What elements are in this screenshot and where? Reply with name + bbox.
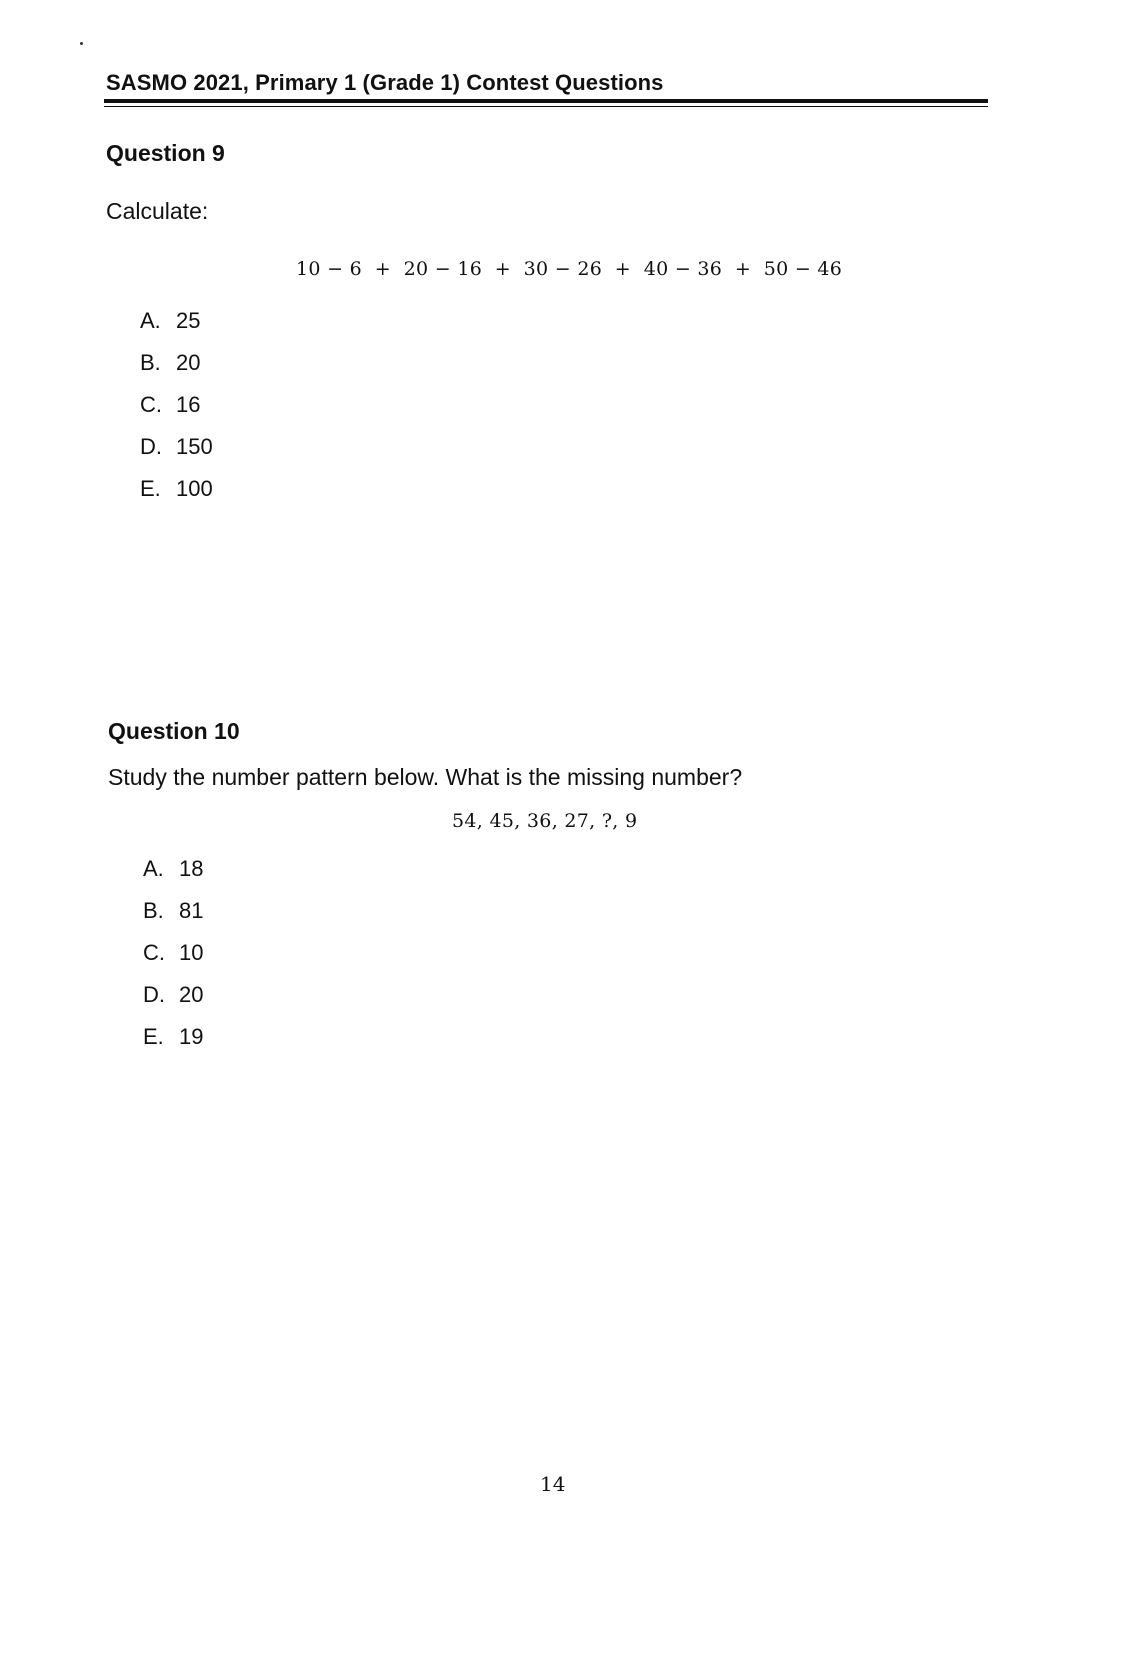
option-value: 18 — [179, 856, 204, 881]
option-e — [143, 1023, 203, 1065]
option-letter: B. — [140, 350, 161, 375]
option-c — [143, 939, 203, 981]
option-letter: A. — [140, 308, 161, 333]
scan-speck — [80, 42, 83, 45]
option-letter: E. — [140, 476, 161, 501]
header-rule-thick — [104, 99, 988, 103]
option-letter: C. — [143, 940, 165, 965]
option-b — [140, 349, 213, 391]
option-b — [143, 897, 203, 939]
option-value: 25 — [176, 308, 201, 333]
option-e — [140, 475, 213, 517]
page-header-title: SASMO 2021, Primary 1 (Grade 1) Contest Questions — [106, 70, 664, 95]
option-value: 20 — [176, 350, 201, 375]
option-value: 16 — [176, 392, 201, 417]
option-letter: B. — [143, 898, 164, 923]
option-letter: C. — [140, 392, 162, 417]
question-9-prompt: Calculate: — [106, 198, 209, 224]
question-10-title: Question 10 — [108, 718, 240, 744]
option-value: 10 — [179, 940, 204, 965]
option-value: 19 — [179, 1024, 204, 1049]
page-number: 14 — [540, 1472, 566, 1496]
option-value: 150 — [176, 434, 213, 459]
question-9-title: Question 9 — [106, 140, 225, 166]
option-value: 100 — [176, 476, 213, 501]
header-rule-thin — [104, 106, 988, 107]
option-a — [143, 855, 203, 897]
option-letter: E. — [143, 1024, 164, 1049]
option-d — [143, 981, 203, 1023]
question-9-options — [140, 307, 213, 517]
question-10-options — [143, 855, 203, 1065]
option-a — [140, 307, 213, 349]
option-letter: A. — [143, 856, 164, 881]
option-letter: D. — [143, 982, 165, 1007]
question-10-expression: 54, 45, 36, 27, ?, 9 — [452, 810, 638, 832]
option-letter: D. — [140, 434, 162, 459]
option-value: 20 — [179, 982, 204, 1007]
option-value: 81 — [179, 898, 204, 923]
option-c — [140, 391, 213, 433]
option-d — [140, 433, 213, 475]
question-10-prompt: Study the number pattern below. What is the missing number? — [108, 764, 743, 790]
question-9-expression: 10 − 6 + 20 − 16 + 30 − 26 + 40 − 36 + 50 − 46 — [296, 258, 843, 280]
